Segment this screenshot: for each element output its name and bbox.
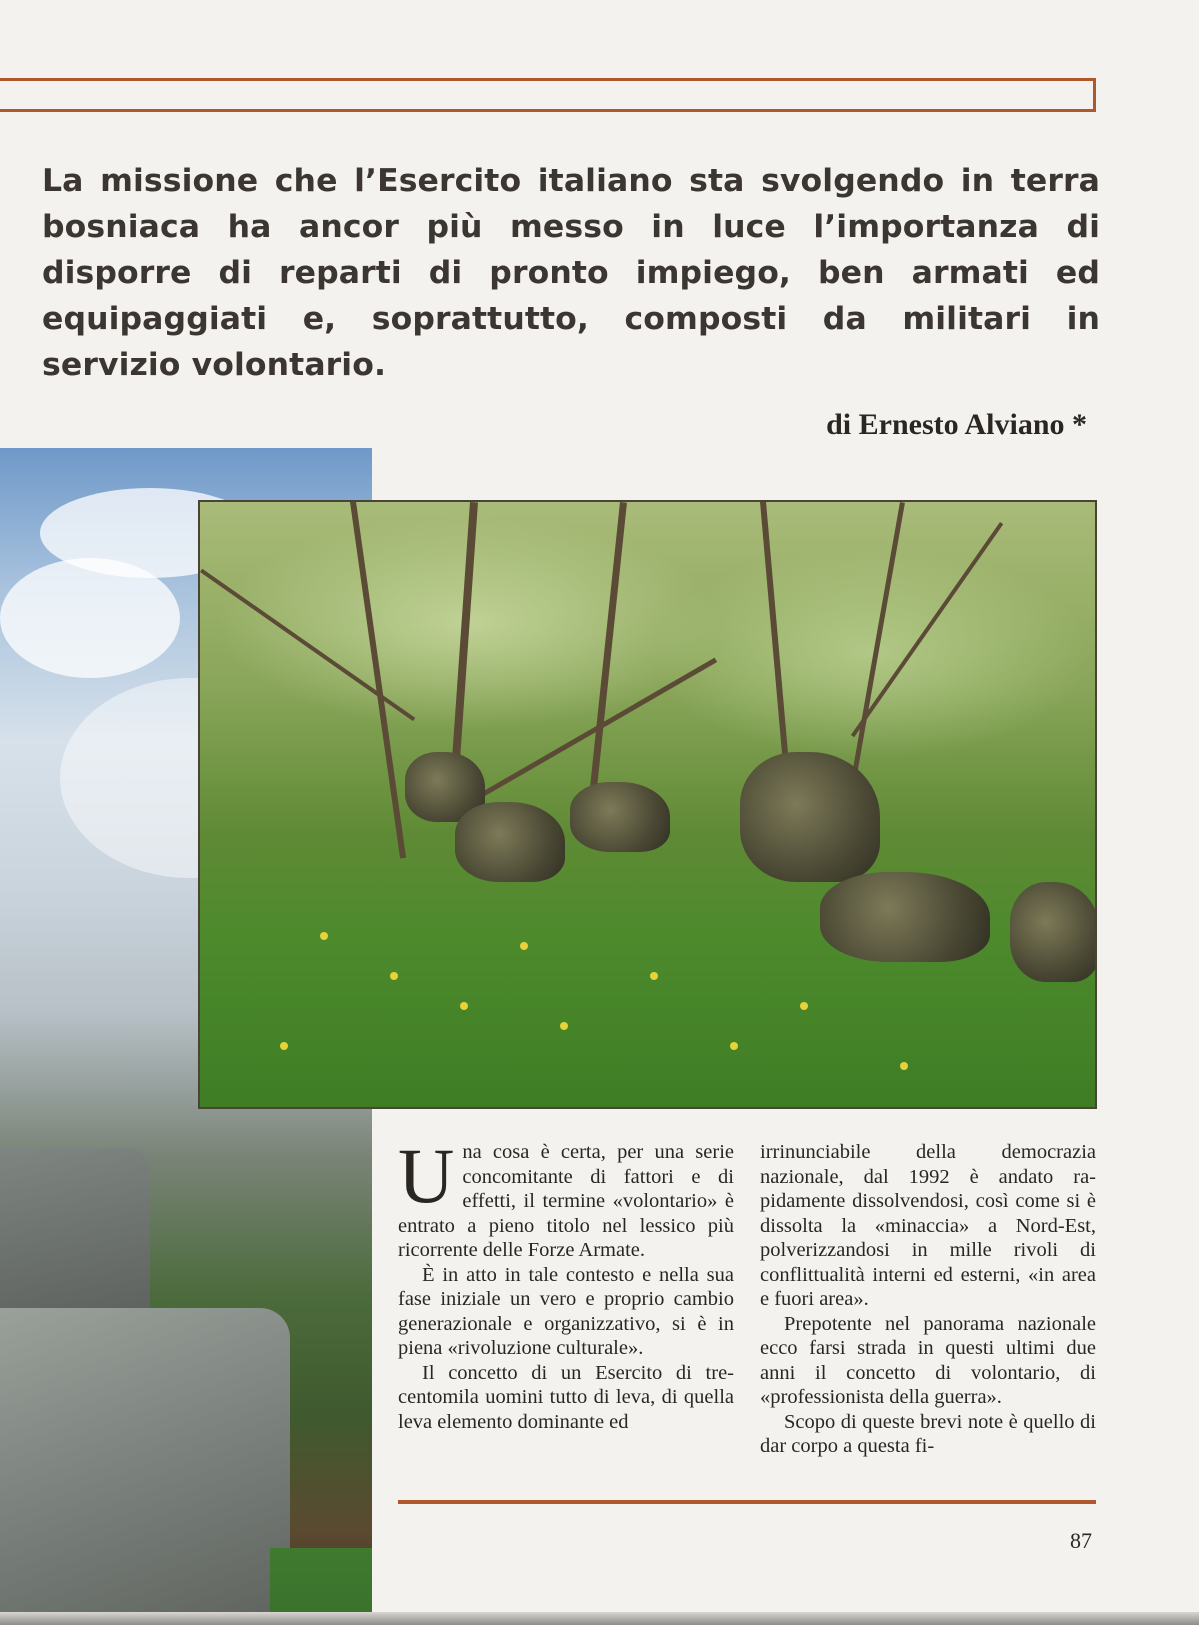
- tree-trunk: [760, 501, 789, 761]
- soldier: [1010, 882, 1097, 982]
- flower: [320, 932, 328, 940]
- top-frame-rule: [0, 78, 1096, 112]
- paragraph: Prepotente nel panorama nazionale ecco farsi strada in questi ultimi due anni il concetto di volontario, di «professionista della guerra».: [760, 1312, 1096, 1408]
- flower: [520, 942, 528, 950]
- bottom-rule: [398, 1500, 1096, 1504]
- flower: [650, 972, 658, 980]
- paragraph: irrinunciabile della democrazia nazionale, dal 1992 è andato rapidamente dissolvendosi, così come si è dissolta la «minaccia» a Nord-Est, polverizzandosi in mille rivoli di conflittualità interni ed esterni, «in area e fuori area».: [760, 1141, 1096, 1310]
- drop-cap: U: [398, 1132, 455, 1219]
- paragraph-text: na cosa è certa, per una serie concomitante di fattori e di effetti, il termine «volontario» è entrato a pieno titolo nel lessico più ricorrente delle Forze Armate.: [398, 1141, 734, 1261]
- article-deck: La missione che l’Esercito italiano sta svolgendo in terra bosniaca ha ancor più messo in luce l’importanza di disporre di reparti di pronto impiego, ben armati ed equipaggiati e, soprattutto, composti da militari in servizio volontario.: [42, 163, 1100, 383]
- page-number: 87: [1070, 1528, 1092, 1553]
- text-column-2: [760, 1140, 1096, 1459]
- flower: [460, 1002, 468, 1010]
- paragraph: Scopo di queste brevi note è quello di dar corpo a questa fi-: [760, 1410, 1096, 1457]
- flower: [900, 1062, 908, 1070]
- paragraph: Il concetto di un Esercito di trecentomila uomini tutto di leva, di quella leva elemento dominante ed: [398, 1361, 734, 1433]
- branch: [851, 522, 1003, 737]
- tree-trunk: [589, 502, 627, 801]
- paragraph: È in atto in tale contesto e nella sua fase iniziale un vero e proprio cambio generazionale e organizzativo, si è in piena «rivoluzione culturale».: [398, 1263, 734, 1359]
- soldier: [740, 752, 880, 882]
- cloud: [0, 558, 180, 678]
- flower: [730, 1042, 738, 1050]
- soldiers-in-forest-photo: [198, 500, 1097, 1109]
- tree-trunk: [851, 502, 905, 779]
- soldier: [455, 802, 565, 882]
- tank-body: [0, 1308, 290, 1625]
- flower: [280, 1042, 288, 1050]
- soldier: [570, 782, 670, 852]
- flower: [800, 1002, 808, 1010]
- flower: [390, 972, 398, 980]
- paragraph: [398, 1132, 734, 1263]
- branch: [200, 569, 415, 721]
- byline: di Ernesto Alviano *: [826, 408, 1087, 441]
- soldier: [820, 872, 990, 962]
- page-edge: [0, 1612, 1199, 1625]
- text-column-1: [398, 1132, 734, 1434]
- flower: [560, 1022, 568, 1030]
